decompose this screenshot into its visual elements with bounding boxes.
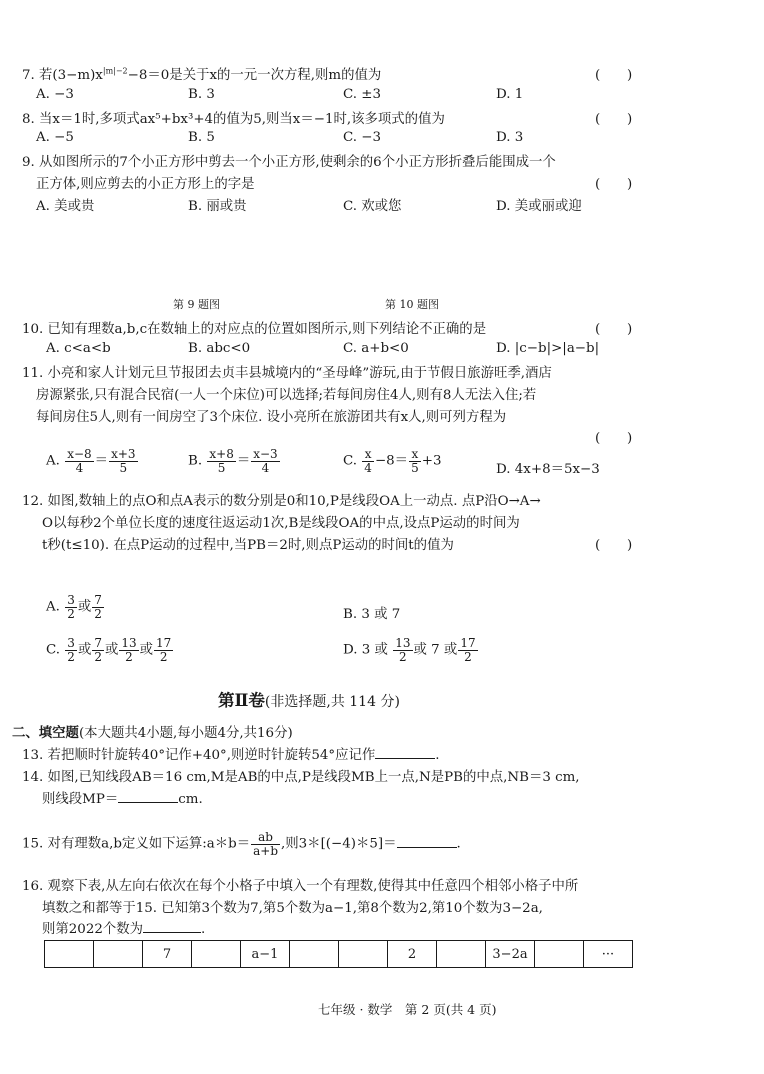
table-cell	[192, 941, 241, 968]
q11-option-d: D. 4x+8＝5x−3	[496, 462, 600, 477]
table-cell	[339, 941, 388, 968]
part-2-title: 第Ⅱ卷(非选择题,共 114 分)	[218, 691, 400, 710]
fraction: $\frac{17}{2}$	[460, 636, 476, 664]
question-12-line1: 12. 如图,数轴上的点O和点A表示的数分别是0和10,P是线段OA上一动点. 点P沿O→A→	[22, 494, 541, 509]
answer-blank-14[interactable]	[118, 802, 178, 803]
fraction: $\frac{ab}{a+b}$	[253, 830, 279, 858]
table-cell	[45, 941, 94, 968]
q11-option-b: B. $\frac{x+8}{5}$ ＝ $\frac{x-3}{4}$	[188, 447, 278, 475]
table-row	[45, 941, 633, 968]
fraction: $\frac{3}{2}$	[67, 593, 75, 621]
fraction: $\frac{x+3}{5}$	[111, 447, 136, 475]
fraction: $\frac{x-8}{4}$	[67, 447, 92, 475]
q8-option-c: C. −3	[343, 130, 382, 145]
answer-paren-10: ( )	[595, 322, 633, 337]
question-8-stem: 8. 当x＝1时,多项式ax⁵+bx³+4的值为5,则当x＝−1时,该多项式的值为	[22, 112, 445, 127]
fraction: $\frac{x}{4}$	[364, 447, 372, 475]
number-grid-table	[44, 940, 633, 968]
table-cell: 2	[388, 941, 437, 968]
table-cell: 3−2a	[486, 941, 535, 968]
q10-option-a: A. c<a<b	[46, 341, 111, 356]
q8-option-a: A. −5	[36, 130, 74, 145]
q12-option-a: A. $\frac{3}{2}$ 或 $\frac{7}{2}$	[46, 593, 102, 621]
table-cell	[94, 941, 143, 968]
fraction: $\frac{3}{2}$	[67, 636, 75, 664]
fraction: $\frac{x}{5}$	[411, 447, 419, 475]
q11-option-a: A. $\frac{x-8}{4}$ ＝ $\frac{x+3}{5}$	[46, 447, 136, 475]
question-9-line2: 正方体,则应剪去的小正方形上的字是	[36, 177, 255, 192]
table-cell: 7	[143, 941, 192, 968]
q7-option-d: D. 1	[496, 87, 524, 102]
question-15: 15. 对有理数a,b定义如下运算:a＊b＝ $\frac{ab}{a+b}$ ,则3＊[(−4)＊5]＝ .	[22, 830, 461, 858]
answer-paren-9: ( )	[595, 177, 633, 192]
q10-option-d: D. |c−b|>|a−b|	[496, 341, 600, 356]
q7-option-b: B. 3	[188, 87, 215, 102]
page-footer: 七年级 · 数学 第 2 页(共 4 页)	[318, 1002, 497, 1017]
section-2-heading: 二、填空题(本大题共4小题,每小题4分,共16分)	[12, 725, 293, 741]
figure-10-caption: 第 10 题图	[385, 298, 439, 311]
table-cell	[437, 941, 486, 968]
q12-option-b: B. 3 或 7	[343, 607, 401, 622]
q9-option-a: A. 美或贵	[36, 199, 95, 214]
q8-option-d: D. 3	[496, 130, 524, 145]
question-14-line2: 则线段MP＝ cm.	[42, 792, 203, 807]
q12-option-c: C. $\frac{3}{2}$ 或 $\frac{7}{2}$ 或 $\frac{13}{2}$ 或 $\frac{17}{2}$	[46, 636, 172, 664]
fraction: $\frac{17}{2}$	[156, 636, 172, 664]
question-7-stem: 7. 若$(3-m)x^{|m|-2}-8=0$是关于x的一元一次方程,则m的值为	[22, 66, 382, 83]
question-11-line3: 每间房住5人,则有一间房空了3个床位. 设小亮所在旅游团共有x人,则可列方程为	[36, 410, 507, 425]
answer-paren-8: ( )	[595, 112, 633, 127]
q10-option-b: B. abc<0	[188, 341, 251, 356]
fraction: $\frac{13}{2}$	[121, 636, 137, 664]
table-cell	[290, 941, 339, 968]
q9-option-c: C. 欢或您	[343, 199, 402, 214]
question-13: 13. 若把顺时针旋转40°记作+40°,则逆时针旋转54°应记作 .	[22, 748, 440, 763]
q11-option-c: C. $\frac{x}{4}$ −8＝ $\frac{x}{5}$ +3	[343, 447, 442, 475]
question-16-line3: 则第2022个数为 .	[42, 922, 206, 937]
answer-paren-11: ( )	[595, 431, 633, 446]
answer-paren-7: ( )	[595, 68, 633, 83]
answer-blank-16[interactable]	[143, 932, 201, 933]
fraction: $\frac{13}{2}$	[395, 636, 411, 664]
question-12-line3: t秒(t≤10). 在点P运动的过程中,当PB＝2时,则点P运动的时间t的值为	[42, 538, 454, 553]
question-11-line1: 11. 小亮和家人计划元旦节报团去贞丰县城境内的“圣母峰”游玩,由于节假日旅游旺季,酒店	[22, 366, 552, 381]
question-14-line1: 14. 如图,已知线段AB＝16 cm,M是AB的中点,P是线段MB上一点,N是PB的中点,NB＝3 cm,	[22, 770, 580, 785]
question-16-line1: 16. 观察下表,从左向右依次在每个小格子中填入一个有理数,使得其中任意四个相邻小格子中所	[22, 879, 579, 894]
fraction: $\frac{7}{2}$	[94, 636, 102, 664]
q7-option-c: C. ±3	[343, 87, 382, 102]
question-16-line2: 填数之和都等于15. 已知第3个数为7,第5个数为a−1,第8个数为2,第10个数为3−2a,	[42, 901, 543, 916]
q9-option-d: D. 美或丽或迎	[496, 199, 582, 214]
q7-option-a: A. −3	[36, 87, 74, 102]
fraction: $\frac{x+8}{5}$	[209, 447, 234, 475]
question-12-line2: O以每秒2个单位长度的速度往返运动1次,B是线段OA的中点,设点P运动的时间为	[42, 516, 520, 531]
figure-9-caption: 第 9 题图	[173, 298, 220, 311]
answer-paren-12: ( )	[595, 538, 633, 553]
q9-option-b: B. 丽或贵	[188, 199, 247, 214]
table-cell: ···	[584, 941, 633, 968]
q10-option-c: C. a+b<0	[343, 341, 409, 356]
question-9-line1: 9. 从如图所示的7个小正方形中剪去一个小正方形,使剩余的6个小正方形折叠后能围成一个	[22, 155, 556, 170]
q8-option-b: B. 5	[188, 130, 215, 145]
question-10-stem: 10. 已知有理数a,b,c在数轴上的对应点的位置如图所示,则下列结论不正确的是	[22, 322, 487, 337]
answer-blank-15[interactable]	[397, 847, 457, 848]
fraction: $\frac{x-3}{4}$	[253, 447, 278, 475]
q12-option-d: D. 3 或 $\frac{13}{2}$ 或 7 或 $\frac{17}{2}$	[343, 636, 476, 664]
question-11-line2: 房源紧张,只有混合民宿(一人一个床位)可以选择;若每间房住4人,则有8人无法入住;若	[36, 388, 537, 403]
table-cell	[535, 941, 584, 968]
answer-blank-13[interactable]	[375, 758, 435, 759]
fraction: $\frac{7}{2}$	[94, 593, 102, 621]
table-cell: a−1	[241, 941, 290, 968]
